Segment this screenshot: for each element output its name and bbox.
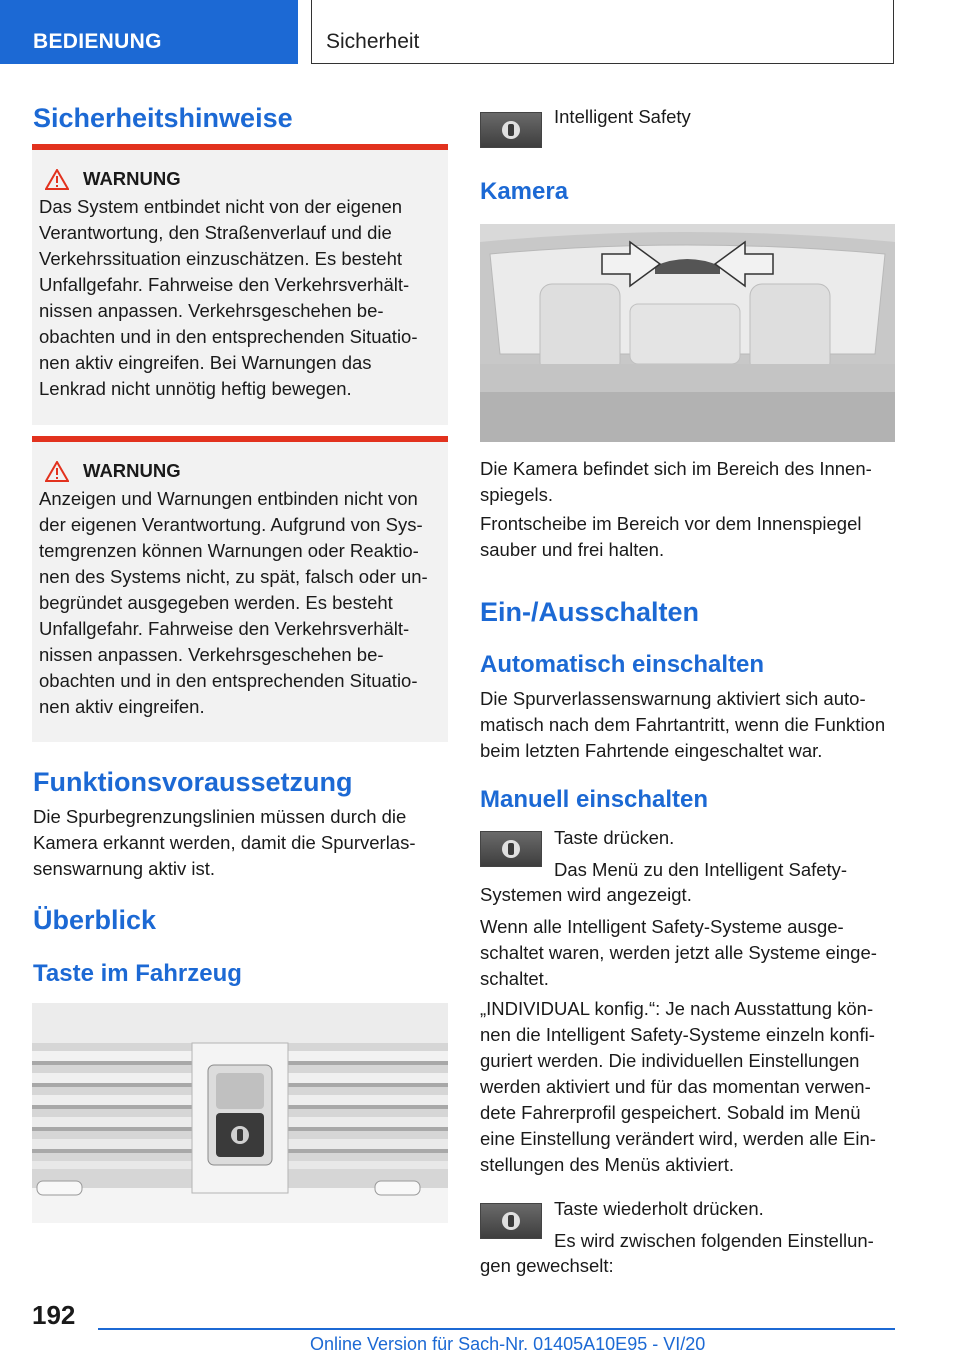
camera-text-1: Die Kamera befindet sich im Bereich des Innenspiegels. (480, 458, 872, 505)
heading-on-off: Ein-/Ausschalten (480, 597, 700, 627)
intelligent-safety-button-icon (480, 831, 542, 867)
heading-prerequisites: Funktionsvoraussetzung (33, 767, 353, 797)
manual-step-menu: Das Menü zu den Intelligent Safety- (554, 859, 848, 880)
camera-location-illustration (480, 224, 895, 442)
heading-button-in-vehicle: Taste im Fahrzeug (33, 960, 242, 987)
heading-camera: Kamera (480, 178, 569, 205)
auto-on-text: Die Spurverlassenswarnung aktiviert sich automatisch nach dem Fahrtantritt, wenn die Funktion beim letzten Fahrtende eingeschaltet war. (480, 688, 886, 761)
repeat-step: Taste wiederholt drücken. (554, 1198, 764, 1219)
footer-rule (98, 1328, 895, 1330)
vehicle-button-illustration (32, 1003, 448, 1223)
warning-header (45, 460, 440, 482)
button-caption: Intelligent Safety (554, 106, 691, 127)
section-title: BEDIENUNG (33, 30, 162, 53)
car-interior-graphic (480, 224, 895, 442)
warning-box-1 (32, 144, 448, 425)
repeat-text-cont: gen gewechselt: (480, 1255, 614, 1276)
footer-version-text: Online Version für Sach-Nr. 01405A10E95 - VI/20 (310, 1334, 706, 1354)
chapter-title: Sicherheit (326, 30, 420, 53)
manual-text-individual: „INDIVIDUAL konfig.“: Je nach Ausstattung können die Intelligent Safety-Systeme einzeln konfiguriert werden. Die individuellen Einstellungen werden aktiviert und für das momentan verwendete Fahrerprofil gespeichert. Sobald im Menü eine Einstellung verändert wird, werden alle Einstellungen des Menüs aktiviert. (480, 998, 876, 1175)
heading-safety: Sicherheitshinweise (33, 103, 293, 133)
warning-triangle-icon (45, 169, 69, 190)
section-tab (0, 0, 298, 64)
page-number: 192 (32, 1300, 76, 1330)
warning-label: WARNUNG (83, 168, 181, 189)
warning-text: Das System entbindet nicht von der eigenen Verantwortung, den Straßenverlauf und die Verkehrssituation einzuschätzen. Es besteht Unfallgefahr. Fahrweise den Verkehrsverhältnissen anpassen. Verkehrsgeschehen beobachten und in den entsprechenden Situationen aktiv eingreifen. Bei Warnungen das Lenkrad nicht unnötig heftig bewegen. (39, 196, 418, 399)
heading-manual-on: Manuell einschalten (480, 786, 709, 813)
intelligent-safety-button-icon (480, 112, 542, 148)
manual-step-press: Taste drücken. (554, 827, 675, 848)
prerequisites-text: Die Spurbegrenzungslinien müssen durch die Kamera erkannt werden, damit die Spurverlassenswarnung aktiv ist. (33, 806, 416, 879)
warning-header (45, 168, 440, 190)
chapter-tab (311, 0, 894, 64)
warning-label: WARNUNG (83, 460, 181, 481)
warning-text: Anzeigen und Warnungen entbinden nicht von der eigenen Verantwortung. Aufgrund von Systemgrenzen können Warnungen oder Reaktionen des Systems nicht, zu spät, falsch oder unbegründet ausgegeben werden. Es besteht Unfallgefahr. Fahrweise den Verkehrsverhältnissen anpassen. Verkehrsgeschehen beobachten und in den entsprechenden Situationen aktiv eingreifen. (39, 488, 428, 717)
heading-auto-on: Automatisch einschalten (480, 651, 765, 678)
intelligent-safety-button-icon (480, 1203, 542, 1239)
heading-overview: Überblick (33, 905, 157, 935)
manual-text-all-on: Wenn alle Intelligent Safety-Systeme ausgeschaltet waren, werden jetzt alle Systeme eingeschaltet. (480, 916, 877, 989)
warning-box-2 (32, 436, 448, 742)
warning-triangle-icon (45, 461, 69, 482)
repeat-text: Es wird zwischen folgenden Einstellun- (554, 1230, 874, 1251)
camera-text-2: Frontscheibe im Bereich vor dem Innenspiegel sauber und frei halten. (480, 513, 862, 560)
air-vent-graphic (32, 1003, 448, 1223)
manual-step-menu-cont: Systemen wird angezeigt. (480, 884, 692, 905)
